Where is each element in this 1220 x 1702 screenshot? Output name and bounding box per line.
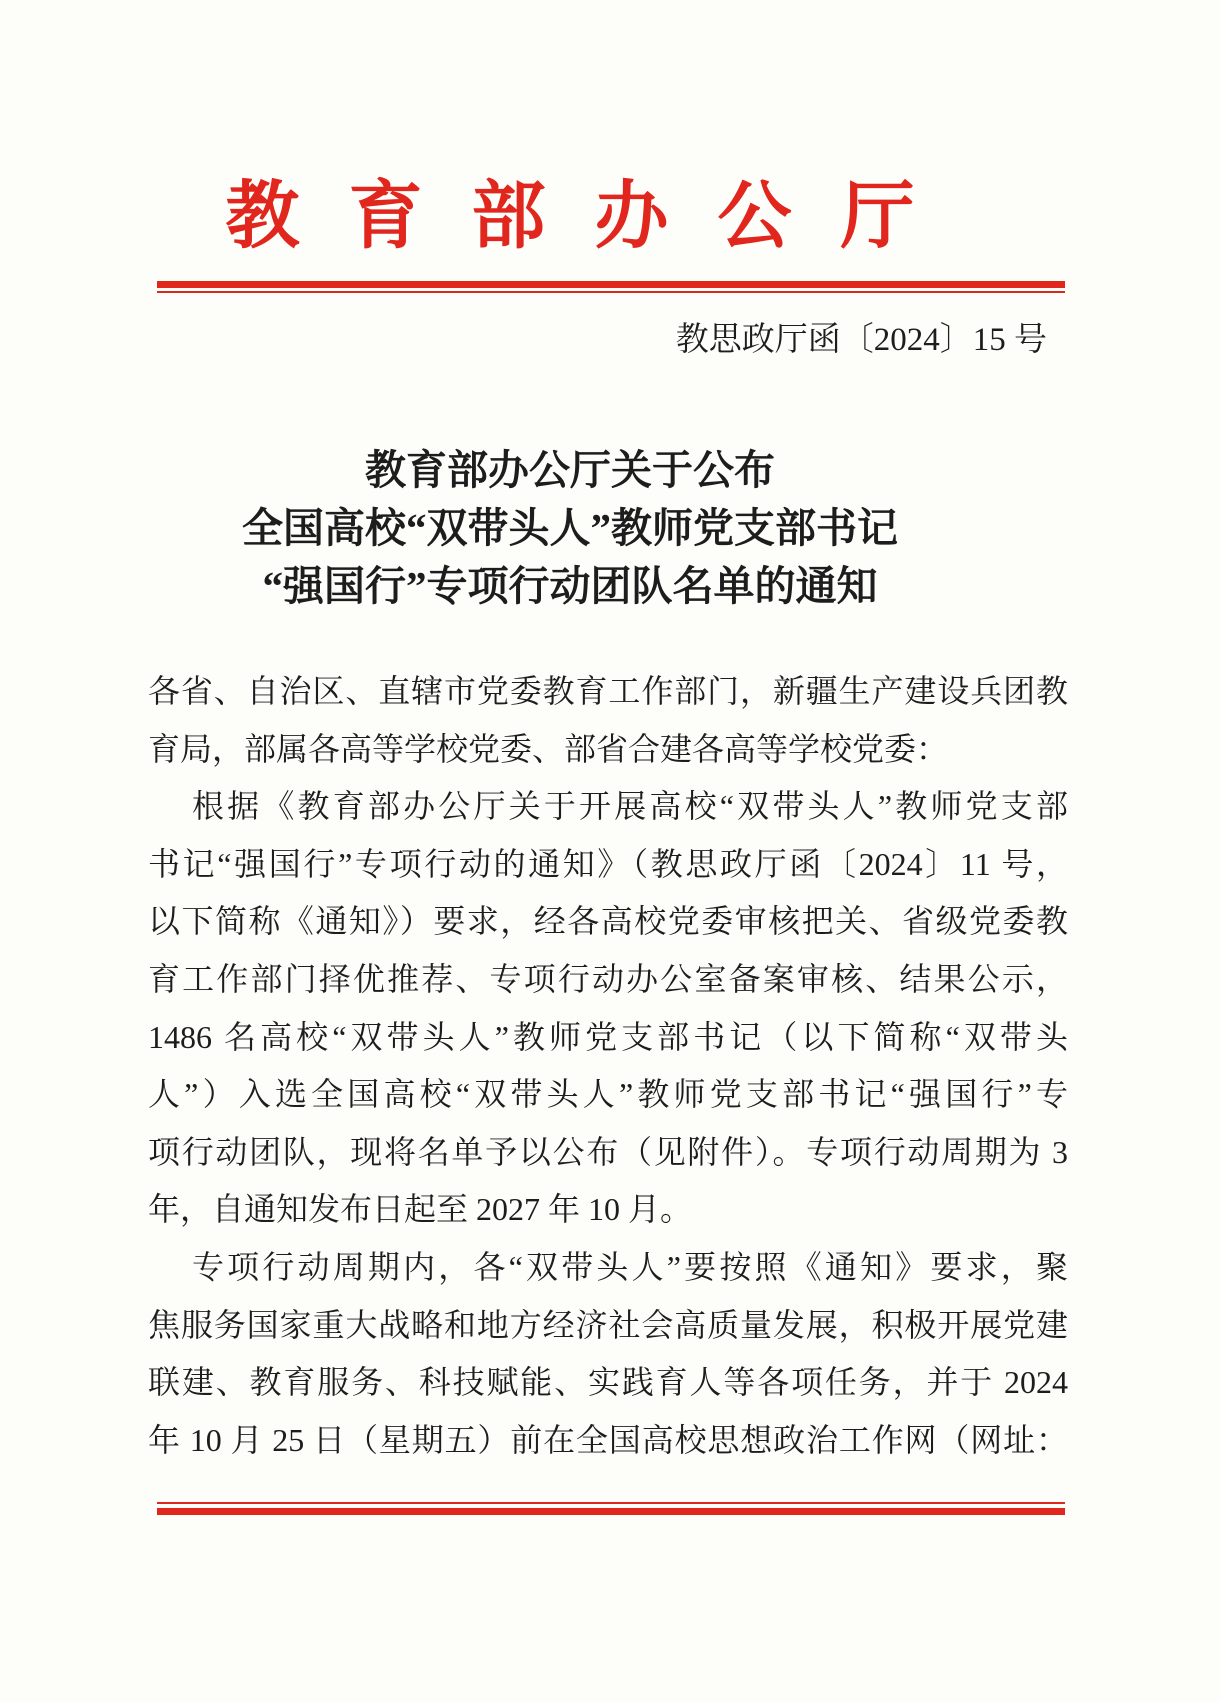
- body-line: 以下简称《通知》）要求，经各高校党委审核把关、省级党委教: [148, 903, 1068, 940]
- document-body: [148, 663, 1068, 1469]
- body-line: 专项行动周期内，各“双带头人”要按照《通知》要求，聚: [192, 1248, 1068, 1285]
- body-line: 年 10 月 25 日（星期五）前在全国高校思想政治工作网（网址：: [148, 1421, 1068, 1458]
- body-line: 项行动团队，现将名单予以公布（见附件）。专项行动周期为 3: [148, 1133, 1068, 1170]
- body-line: 焦服务国家重大战略和地方经济社会高质量发展，积极开展党建: [148, 1306, 1068, 1343]
- body-line: 书记“强国行”专项行动的通知》（教思政厅函〔2024〕11 号，: [148, 845, 1068, 882]
- title-line: “强国行”专项行动团队名单的通知: [262, 563, 878, 609]
- header-divider-thick-line: [157, 281, 1065, 288]
- body-line: 根据《教育部办公厅关于开展高校“双带头人”教师党支部: [192, 788, 1068, 825]
- header-divider: [157, 281, 1065, 293]
- body-line: 育局，部属各高等学校党委、部省合建各高等学校党委：: [148, 730, 949, 767]
- footer-divider: [157, 1502, 1065, 1515]
- document-title: [157, 441, 983, 615]
- document-reference-number: 教思政厅函〔2024〕15 号: [675, 322, 1047, 358]
- letterhead-org-name: 教育部办公厅: [225, 176, 964, 258]
- footer-divider-thick-line: [157, 1508, 1065, 1515]
- body-line: 各省、自治区、直辖市党委教育工作部门，新疆生产建设兵团教: [148, 673, 1068, 709]
- body-line: 1486 名高校“双带头人”教师党支部书记（以下简称“双带头: [148, 1018, 1068, 1055]
- body-line: 年，自通知发布日起至 2027 年 10 月。: [148, 1191, 693, 1228]
- body-line: 育工作部门择优推荐、专项行动办公室备案审核、结果公示，: [148, 960, 1068, 997]
- title-line: 全国高校“双带头人”教师党支部书记: [242, 505, 898, 551]
- body-line: 联建、教育服务、科技赋能、实践育人等各项任务，并于 2024: [148, 1364, 1068, 1401]
- title-line: 教育部办公厅关于公布: [365, 447, 775, 493]
- body-line: 人”）入选全国高校“双带头人”教师党支部书记“强国行”专: [148, 1076, 1068, 1113]
- header-divider-thin-line: [157, 291, 1065, 293]
